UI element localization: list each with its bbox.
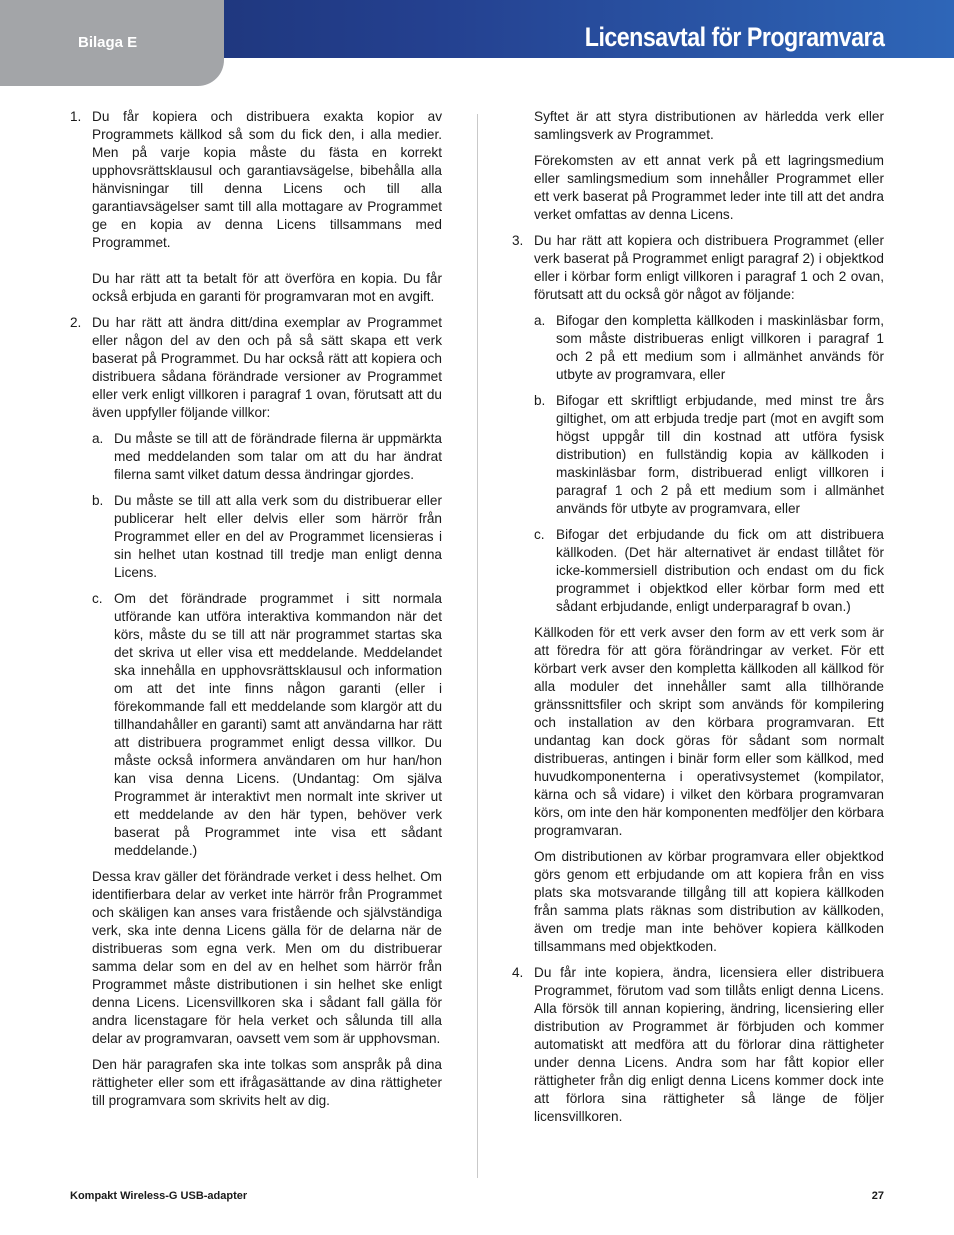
list-item-2 [70, 314, 442, 1110]
paragraph: Om distributionen av körbar programvara eller objektkod görs genom ett erbjudande om att kopiera från en viss plats ska motsvarande tillgång till att kopiera källkoden från samma plats räknas som distribution av källkoden, även om tredje man inte behöver kopiera källkoden tillsammans med objektkoden. [534, 849, 884, 954]
column-divider [477, 114, 478, 1178]
sub-item-a [92, 430, 442, 484]
item-number: 2. [70, 315, 82, 330]
page-number: 27 [871, 1190, 884, 1202]
right-column [512, 108, 884, 1134]
paragraph: Bifogar det erbjudande du fick om att distribuera källkoden. (Det här alternativet är endast tillåtet för icke-kommersiell distribution och endast om du fick programmet i objektkod eller körbar form med ett sådant erbjudande, enligt underparagraf b ovan.) [556, 527, 884, 614]
sub-item-b [534, 392, 884, 518]
left-column [70, 108, 442, 1118]
sub-item-letter: b. [534, 393, 546, 408]
paragraph: Du måste se till att de förändrade filerna är uppmärkta med meddelanden som talar om att du har ändrat filerna samt vilket datum dessa ändringar gjordes. [114, 431, 442, 482]
sub-item-letter: a. [92, 431, 104, 446]
list-item-4 [512, 964, 884, 1126]
list-item-3 [512, 232, 884, 956]
item-number: 3. [512, 233, 524, 248]
paragraph: Du får kopiera och distribuera exakta kopior av Programmets källkod så som du fick den, i alla medier. Men på varje kopia måste du fästa en korrekt upphovsrättsklausul och garantiavsägelse, bibehålla alla hänvisningar till denna Licens och till alla garantiavsägelser samt till alla mottagare av Programmet ge en kopia av denna Licens tillsammans med Programmet. [92, 109, 442, 250]
sub-item-a [534, 312, 884, 384]
paragraph: Källkoden för ett verk avser den form av ett verk som är att föredra för att göra förändringar av verket. För ett körbart verk avser den kompletta källkoden all källkod för alla moduler det innehåller samt alla tillhörande gränssnittsfiler och skript som används för kompilering och installation av den körbara programvaran. Ett undantag kan dock göras för sådant som normalt distribueras, antingen i binär form eller som källkod, med huvudkomponenterna i operativsystemet (kompilator, kärna och så vidare) i vilket den körbara programvaran körs, om inte den här komponenten medföljer den körbara programvaran. [534, 625, 884, 838]
item-number: 1. [70, 109, 82, 124]
sub-item-c [534, 526, 884, 616]
sub-item-c [92, 590, 442, 860]
sub-item-letter: b. [92, 493, 104, 508]
list-item-1 [70, 108, 442, 306]
item-number: 4. [512, 965, 524, 980]
paragraph: Bifogar den kompletta källkoden i maskinläsbar form, som måste distribueras enligt villkoren i paragraf 1 och 2 på ett medium som i allmänhet används för utbyte av programvara, eller [556, 313, 884, 382]
sub-item-letter: c. [534, 527, 545, 542]
paragraph: Du har rätt att ta betalt för att överföra en kopia. Du får också erbjuda en garanti för programvaran mot en avgift. [92, 271, 442, 304]
sub-item-letter: a. [534, 313, 546, 328]
paragraph: Om det förändrade programmet i sitt normala utförande kan utföra interaktiva kommandon när det körs, måste du se till att när programmet startas ska det skriva ut eller visa ett meddelande. Meddelandet ska innehålla en upphovsrättsklausul och information om att det inte finns någon garanti (eller i förekommande fall ett meddelande som klargör att du tillhandahåller en garanti) samt att användarna har rätt att distribuera programmet enligt dessa villkor. Du måste också informera användaren om hur han/hon kan visa denna Licens. (Undantag: Om själva Programmet är interaktivt men normalt inte skriver ut ett meddelande av den här typen, behöver verk baserat på Programmet inte visa ett sådant meddelande.) [114, 591, 442, 858]
footer-product: Kompakt Wireless-G USB-adapter [70, 1190, 248, 1202]
paragraph: Syftet är att styra distributionen av härledda verk eller samlingsverk av Programmet. [534, 109, 884, 142]
sub-item-letter: c. [92, 591, 103, 606]
section-tab-label: Bilaga E [78, 34, 138, 51]
paragraph: Du måste se till att alla verk som du distribuerar eller publicerar helt eller delvis eller som härrör från Programmet eller en del av Programmet licensieras i sin helhet utan kostnad till tredje man enligt denna Licens. [114, 493, 442, 580]
paragraph: Dessa krav gäller det förändrade verket i dess helhet. Om identifierbara delar av verket inte härrör från Programmet och skäligen kan anses vara fristående och självständiga verk, ska inte denna Licens gälla för de delarna när de distribueras som egna verk. Men om du distribuerar samma delar som en del av en helhet som härrör från Programmet måste distributionen i sin helhet ske enligt denna Licens. Licensvillkoren ska i sådant fall gälla för andra licenstagare för hela verket och sålunda till alla delar av programvaran, oavsett vem som är upphovsman. [92, 869, 442, 1046]
paragraph: Förekomsten av ett annat verk på ett lagringsmedium eller samlingsmedium som innehåller Programmet eller ett verk baserat på Programmet leder inte till att det andra verket omfattas av denna Licens. [534, 153, 884, 222]
paragraph: Den här paragrafen ska inte tolkas som anspråk på dina rättigheter eller som ett ifrågasättande av dina rättigheter till programvara som skrivits helt av dig. [92, 1057, 442, 1108]
sub-item-b [92, 492, 442, 582]
paragraph: Du får inte kopiera, ändra, licensiera eller distribuera Programmet, förutom vad som tillåts enligt denna Licens. Alla försök till annan kopiering, ändring, licensiering eller distribution av Programmet är förbjuden och kommer automatiskt att medföra att du förlorar dina rättigheter under denna Licens. Andra som har fått kopior eller rättigheter från dig enligt denna Licens kommer dock inte att förlora sina rättigheter så länge de följer licensvillkoren. [534, 965, 884, 1124]
page-title: Licensavtal för Programvara [584, 22, 884, 52]
section-tab [0, 0, 224, 86]
paragraph: Du har rätt att ändra ditt/dina exemplar av Programmet eller någon del av den och på så sätt skapa ett verk baserat på Programmet. Du har också rätt att kopiera och distribuera sådana förändrade versioner av Programmet eller verk enligt villkoren i paragraf 1 ovan, förutsatt att du även uppfyller följande villkor: [92, 315, 442, 420]
paragraph: Bifogar ett skriftligt erbjudande, med minst tre års giltighet, om att erbjuda tredje part (mot en avgift som högst uppgår till din kostnad att utföra fysisk distribution) en fullständig kopia av källkoden i maskinläsbar form, distribuerad enligt villkoren i paragraf 1 och 2 på ett medium som i allmänhet används för utbyte av programvara, eller [556, 393, 884, 516]
paragraph: Du har rätt att kopiera och distribuera Programmet (eller verk baserat på Programmet enligt paragraf 2) i objektkod eller i körbar form enligt villkoren i paragraf 1 och 2 ovan, förutsatt att du också gör något av följande: [534, 233, 884, 302]
